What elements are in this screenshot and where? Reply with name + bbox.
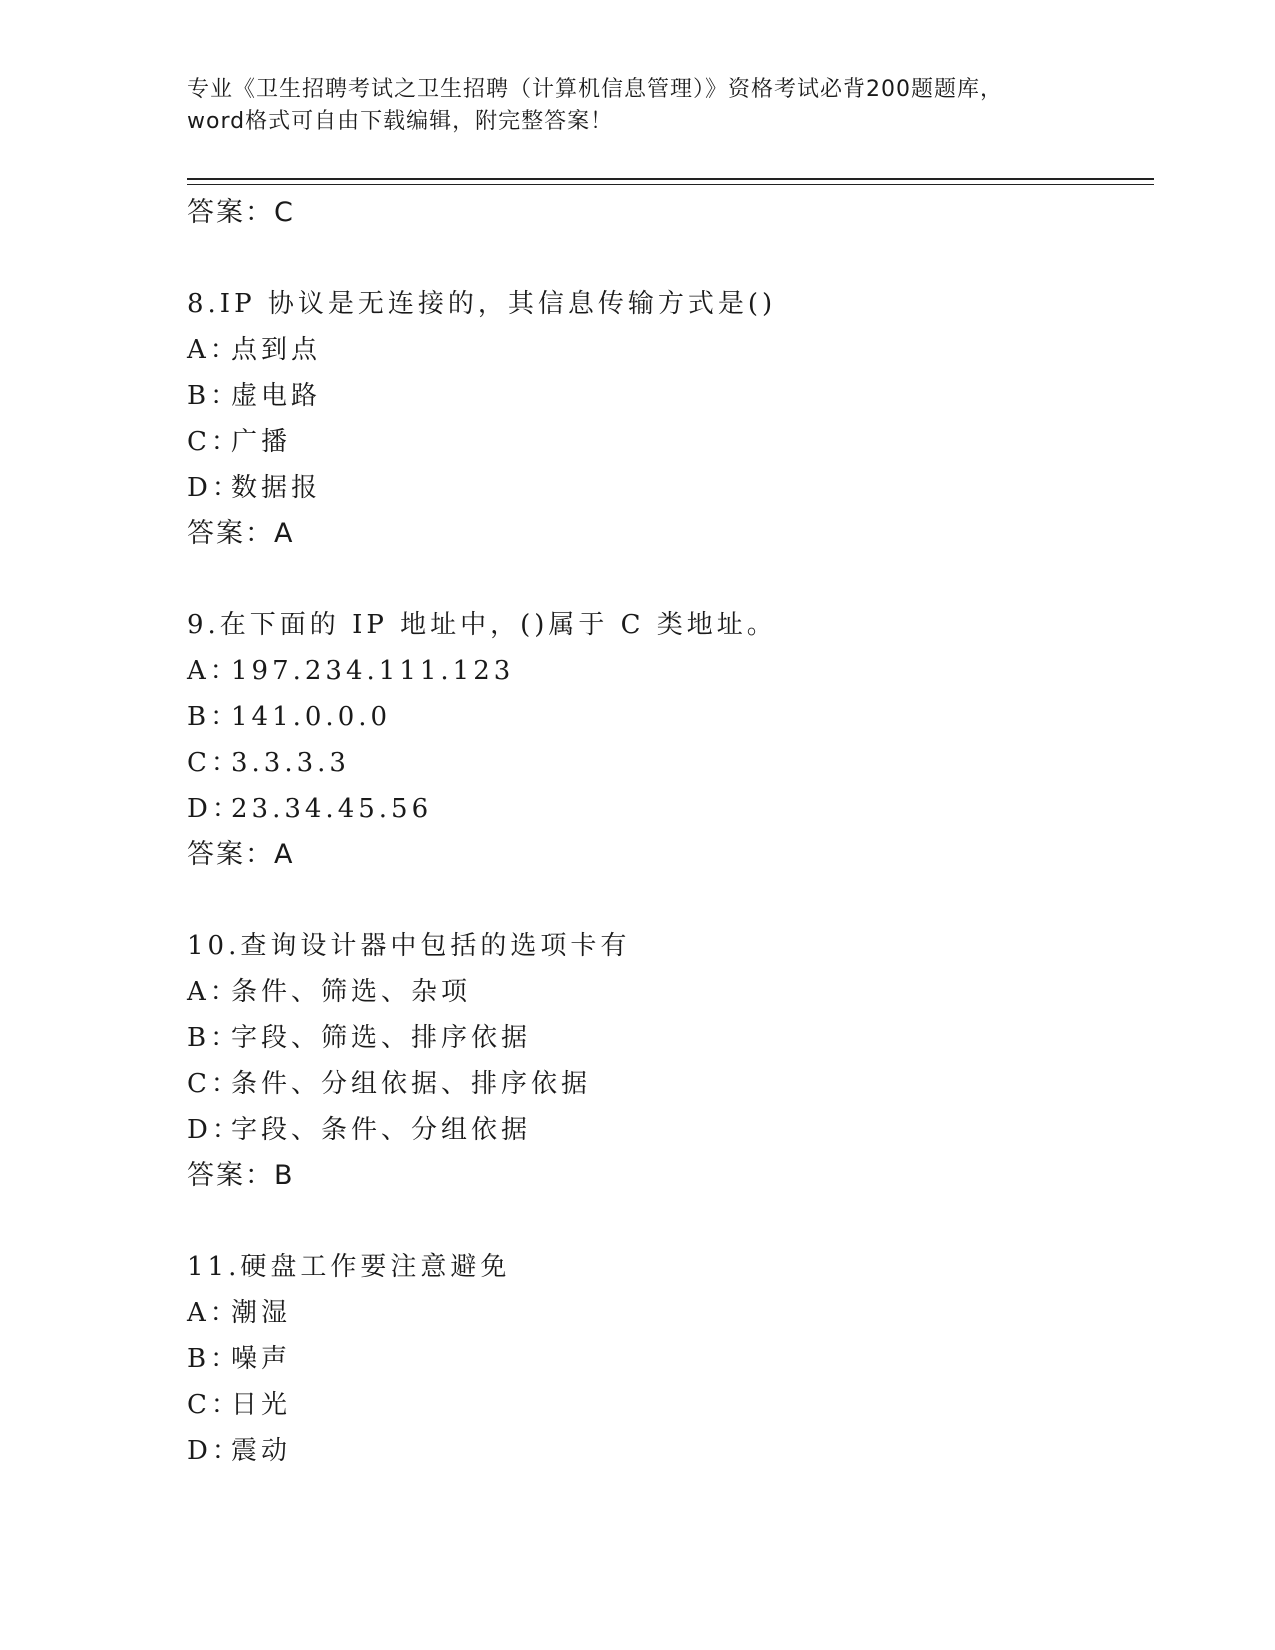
- answer-line: 答案：A: [187, 839, 295, 870]
- question-stem: 8.IP 协议是无连接的，其信息传输方式是(): [187, 289, 777, 319]
- option-a: [187, 1290, 1147, 1336]
- option-letter: C：: [187, 1069, 241, 1099]
- option-c: [187, 419, 1147, 465]
- answer-line: 答案：C: [187, 197, 295, 228]
- option-letter: B：: [187, 1023, 241, 1053]
- option-text: 点到点: [231, 335, 322, 365]
- question-stem: 11.硬盘工作要注意避免: [187, 1252, 511, 1282]
- option-c: [187, 1061, 1147, 1107]
- question-stem: 9.在下面的 IP 地址中，()属于 C 类地址。: [187, 610, 777, 640]
- header-line-1: 专业《卫生招聘考试之卫生招聘（计算机信息管理）》资格考试必背200题题库，: [187, 77, 1003, 102]
- option-text: 条件、分组依据、排序依据: [231, 1069, 592, 1099]
- option-a: [187, 969, 1147, 1015]
- option-text: 日光: [231, 1390, 292, 1420]
- option-text: 197.234.111.123: [231, 656, 515, 686]
- option-letter: C：: [187, 1390, 241, 1420]
- option-letter: C：: [187, 748, 241, 778]
- option-letter: A：: [187, 977, 240, 1007]
- option-text: 数据报: [231, 473, 322, 503]
- spacer: [187, 878, 1147, 923]
- question-block: [187, 923, 1147, 1199]
- option-b: [187, 1336, 1147, 1382]
- option-text: 字段、条件、分组依据: [231, 1115, 532, 1145]
- option-text: 23.34.45.56: [231, 794, 433, 824]
- option-letter: B：: [187, 381, 241, 411]
- option-letter: D：: [187, 473, 242, 503]
- option-d: [187, 1107, 1147, 1153]
- question-stem: 10.查询设计器中包括的选项卡有: [187, 931, 631, 961]
- spacer: [187, 236, 1147, 281]
- option-text: 噪声: [231, 1344, 292, 1374]
- option-text: 条件、筛选、杂项: [231, 977, 472, 1007]
- document-header: [187, 74, 1087, 138]
- option-c: [187, 740, 1147, 786]
- question-block: [187, 1244, 1147, 1474]
- option-letter: A：: [187, 335, 240, 365]
- option-text: 广播: [231, 427, 292, 457]
- option-a: [187, 327, 1147, 373]
- option-text: 虚电路: [231, 381, 322, 411]
- spacer: [187, 557, 1147, 602]
- spacer: [187, 1199, 1147, 1244]
- question-block: [187, 602, 1147, 878]
- option-text: 141.0.0.0: [231, 702, 392, 732]
- option-text: 潮湿: [231, 1298, 292, 1328]
- option-a: [187, 648, 1147, 694]
- answer-line: 答案：B: [187, 1160, 295, 1191]
- option-letter: D：: [187, 794, 242, 824]
- question-list: [187, 190, 1147, 1474]
- option-letter: B：: [187, 702, 241, 732]
- option-b: [187, 373, 1147, 419]
- option-letter: D：: [187, 1115, 242, 1145]
- header-divider-thick: [187, 178, 1154, 180]
- answer-line: 答案：A: [187, 518, 295, 549]
- option-d: [187, 786, 1147, 832]
- option-b: [187, 694, 1147, 740]
- option-letter: B：: [187, 1344, 241, 1374]
- option-letter: A：: [187, 656, 240, 686]
- option-text: 3.3.3.3: [231, 748, 350, 778]
- option-d: [187, 465, 1147, 511]
- option-b: [187, 1015, 1147, 1061]
- option-text: 字段、筛选、排序依据: [231, 1023, 532, 1053]
- question-block: [187, 281, 1147, 557]
- option-text: 震动: [231, 1436, 292, 1466]
- option-c: [187, 1382, 1147, 1428]
- option-letter: D：: [187, 1436, 242, 1466]
- option-letter: A：: [187, 1298, 240, 1328]
- header-divider-thin: [187, 184, 1154, 185]
- header-line-2: word格式可自由下载编辑，附完整答案！: [187, 109, 614, 134]
- option-letter: C：: [187, 427, 241, 457]
- option-d: [187, 1428, 1147, 1474]
